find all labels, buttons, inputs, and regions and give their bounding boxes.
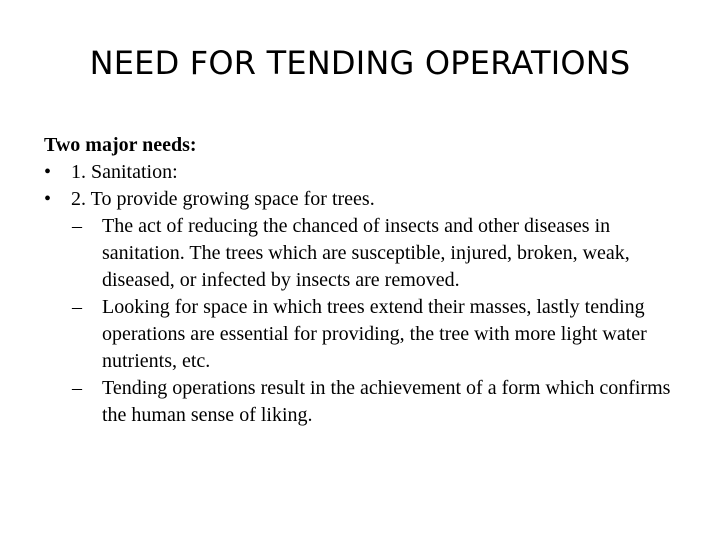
sub-bullet-text: Tending operations result in the achievement of a form which confirms the human sense of liking. <box>102 377 671 426</box>
sub-bullet-item <box>72 294 694 375</box>
sub-bullet-text: Looking for space in which trees extend their masses, lastly tending operations are essential for providing, the tree with more light water nutrients, etc. <box>102 296 647 372</box>
slide-body <box>44 132 694 429</box>
dash-marker: – <box>72 215 82 237</box>
dash-marker: – <box>72 296 82 318</box>
bullet-text: 2. To provide growing space for trees. <box>71 188 375 210</box>
sub-bullet-item <box>72 375 694 429</box>
bullet-item-growing-space <box>44 186 694 213</box>
slide-title: NEED FOR TENDING OPERATIONS <box>89 44 631 82</box>
section-heading: Two major needs: <box>44 134 197 156</box>
bullet-text: 1. Sanitation: <box>71 161 178 183</box>
bullet-marker: • <box>44 188 52 210</box>
bullet-item-sanitation <box>44 159 694 186</box>
sub-bullet-text: The act of reducing the chanced of insects and other diseases in sanitation. The trees which are susceptible, injured, broken, weak, diseased, or infected by insects are removed. <box>102 215 630 291</box>
dash-marker: – <box>72 377 82 399</box>
sub-bullet-item <box>72 213 694 294</box>
bullet-marker: • <box>44 161 52 183</box>
